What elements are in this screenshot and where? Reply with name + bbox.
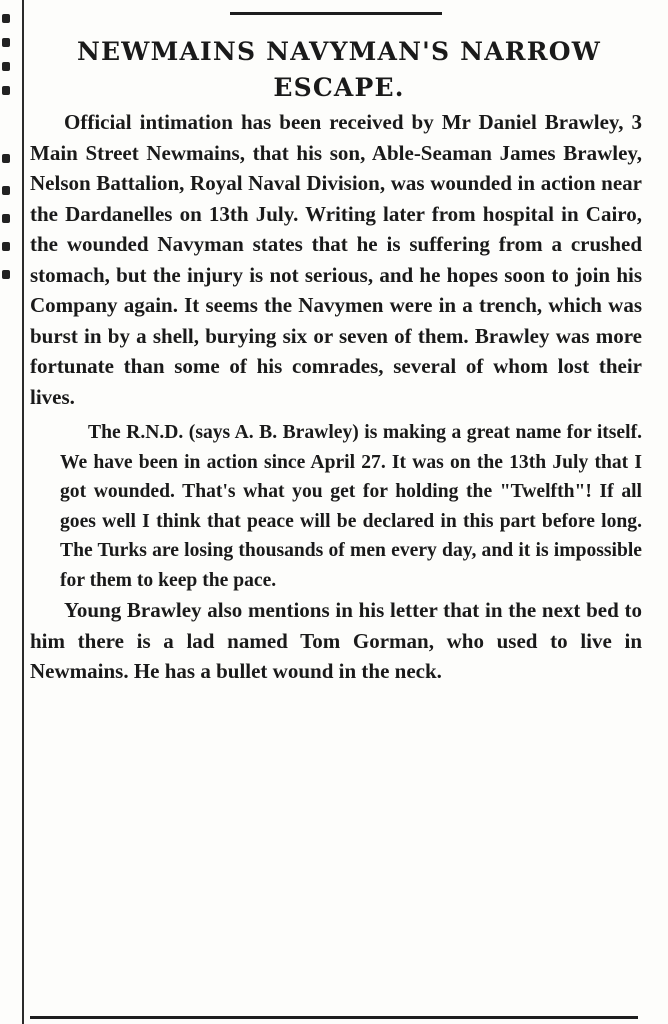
article-body bbox=[30, 107, 642, 687]
column-fragment bbox=[2, 38, 10, 47]
paragraph: Young Brawley also mentions in his letter that in the next bed to him there is a lad named Tom Gorman, who used to live in Newmains. He has a bullet wound in the neck. bbox=[30, 598, 642, 683]
column-fragment bbox=[2, 270, 10, 279]
column-fragment bbox=[2, 86, 10, 95]
paragraph: Official intimation has been received by Mr Daniel Brawley, 3 Main Street Newmains, that his son, Able-Seaman James Brawley, Nelson Battalion, Royal Naval Division, was wounded in action near the Dardanelles on 13th July. Writing later from hospital in Cairo, the wounded Navyman states that he is suffering from a crushed stomach, but the injury is not serious, and he hopes soon to join his Company again. It seems the Navymen were in a trench, which was burst in by a shell, burying six or seven of them. Brawley was more fortunate than some of his comrades, several of whom lost their lives. bbox=[30, 110, 642, 409]
column-fragment bbox=[2, 186, 10, 195]
column-fragment bbox=[2, 214, 10, 223]
column-fragment bbox=[2, 62, 10, 71]
top-rule bbox=[230, 12, 442, 15]
adjacent-column-fragments bbox=[0, 0, 14, 1024]
column-rule bbox=[22, 0, 24, 1024]
headline: NEWMAINS NAVYMAN'S NARROW ESCAPE. bbox=[76, 37, 602, 102]
column-fragment bbox=[2, 14, 10, 23]
column-fragment bbox=[2, 242, 10, 251]
column-fragment bbox=[2, 154, 10, 163]
quoted-paragraph: The R.N.D. (says A. B. Brawley) is making a great name for itself. We have been in action since April 27. It was on the 13th July that I got wounded. That's what you get for holding the "Twelfth"! If all goes well I think that peace will be declared in this part before long. The Turks are losing thousands of men every day, and it is impossible for them to keep the pace. bbox=[60, 422, 642, 591]
bottom-rule bbox=[30, 1016, 638, 1019]
